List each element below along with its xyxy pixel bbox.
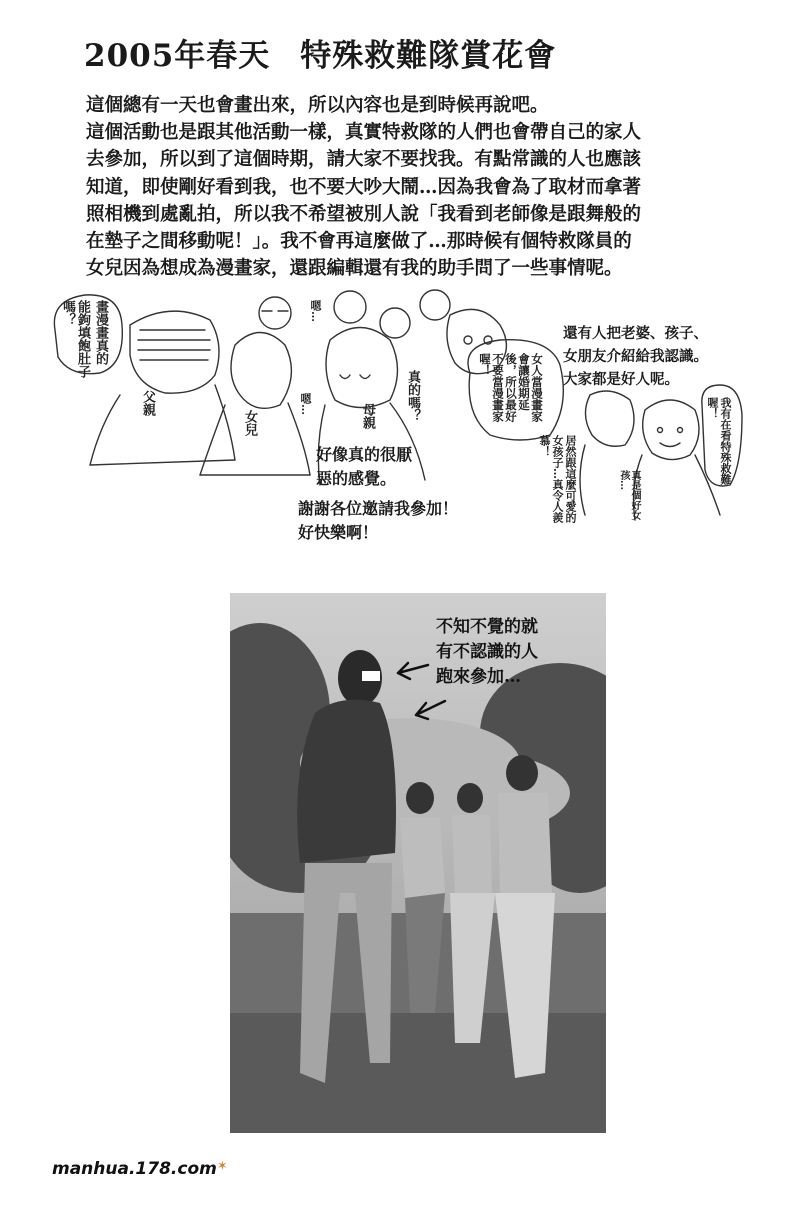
credit-line: 女朋友介紹給我認識。 xyxy=(563,348,708,365)
kids-remark-text: 居然跟這麼可愛的女孩子…真令人羨慕！ xyxy=(538,435,577,523)
comment-line: 謝謝各位邀請我參加！ xyxy=(298,499,459,518)
paragraph-line: 女兒因為想成為漫畫家，還跟編輯還有我的助手問了一些事情呢。 xyxy=(86,258,623,280)
footer-watermark xyxy=(52,1159,228,1179)
hmm-text: 嗯… xyxy=(309,300,322,322)
artist-speech-text: 女人當漫畫家會讓婚期延後，所以最好不要當漫畫家喔！ xyxy=(478,353,544,422)
bg-person-glasses xyxy=(259,297,291,329)
author-speech-text: 我有在看特殊救難喔！ xyxy=(706,397,732,485)
paragraph-line: 知道，即使剛好看到我，也不要大吵大鬧…因為我會為了取材而拿著 xyxy=(86,176,642,198)
watermark-text: manhua.178.com xyxy=(52,1159,217,1179)
credit-note xyxy=(563,322,778,391)
paragraph-line: 在墊子之間移動呢！」。我不會再這麼做了…那時候有個特救隊員的 xyxy=(86,231,632,253)
author-figure xyxy=(643,400,699,460)
paragraph-line: 這個活動也是跟其他活動一樣，真實特救隊的人們也會帶自己的家人 xyxy=(86,122,642,144)
father-figure xyxy=(130,311,219,393)
comment-line: 好快樂啊！ xyxy=(298,523,379,542)
photo-note-line: 不知不覺的就 xyxy=(436,617,538,637)
small-note-text: 真是個好女孩… xyxy=(618,470,640,520)
paragraph-line: 這個總有一天也會畫出來，所以內容也是到時候再說吧。 xyxy=(86,95,549,116)
father-speech-text-2: 畫漫畫真的 xyxy=(93,300,108,365)
photo-note xyxy=(436,615,596,690)
bg-person-worried xyxy=(334,291,366,323)
title-season: 2005年春天 xyxy=(84,38,271,74)
photo-note-line: 跑來參加… xyxy=(436,667,521,687)
father-label: 父親 xyxy=(140,390,155,416)
paragraph-line: 去參加，所以到了這個時期，請大家不要找我。有點常識的人也應該 xyxy=(86,149,642,171)
page-title xyxy=(84,30,724,75)
father-speech-text: 能鉤填飽肚子嗎？ xyxy=(60,300,90,378)
daughter-label: 女兒 xyxy=(242,410,257,436)
hmm-text-2: 嗯… xyxy=(299,393,312,415)
credit-line: 還有人把老婆、孩子、 xyxy=(563,325,708,342)
photo-note-line: 有不認識的人 xyxy=(436,642,538,662)
credit-line: 大家都是好人呢。 xyxy=(563,371,679,388)
bg-person-hair xyxy=(380,308,410,338)
self-comment xyxy=(298,443,538,545)
paragraph-line: 照相機到處亂拍，所以我不希望被別人說「我看到老師像是跟舞般的 xyxy=(86,203,642,225)
mother-figure xyxy=(326,328,398,408)
mother-speech-text: 真的嗎？ xyxy=(405,370,420,422)
bg-person-side xyxy=(420,290,450,320)
comment-line: 惡的感覺。 xyxy=(316,469,397,488)
kids-sketch xyxy=(585,391,634,446)
mother-label: 母親 xyxy=(360,403,375,429)
title-event: 特殊救難隊賞花會 xyxy=(300,38,557,74)
body-paragraph xyxy=(86,92,736,282)
daughter-figure xyxy=(231,333,291,409)
event-photo xyxy=(230,593,606,1133)
star-icon: ✶ xyxy=(216,1159,228,1174)
comment-line: 好像真的很厭 xyxy=(316,445,413,464)
